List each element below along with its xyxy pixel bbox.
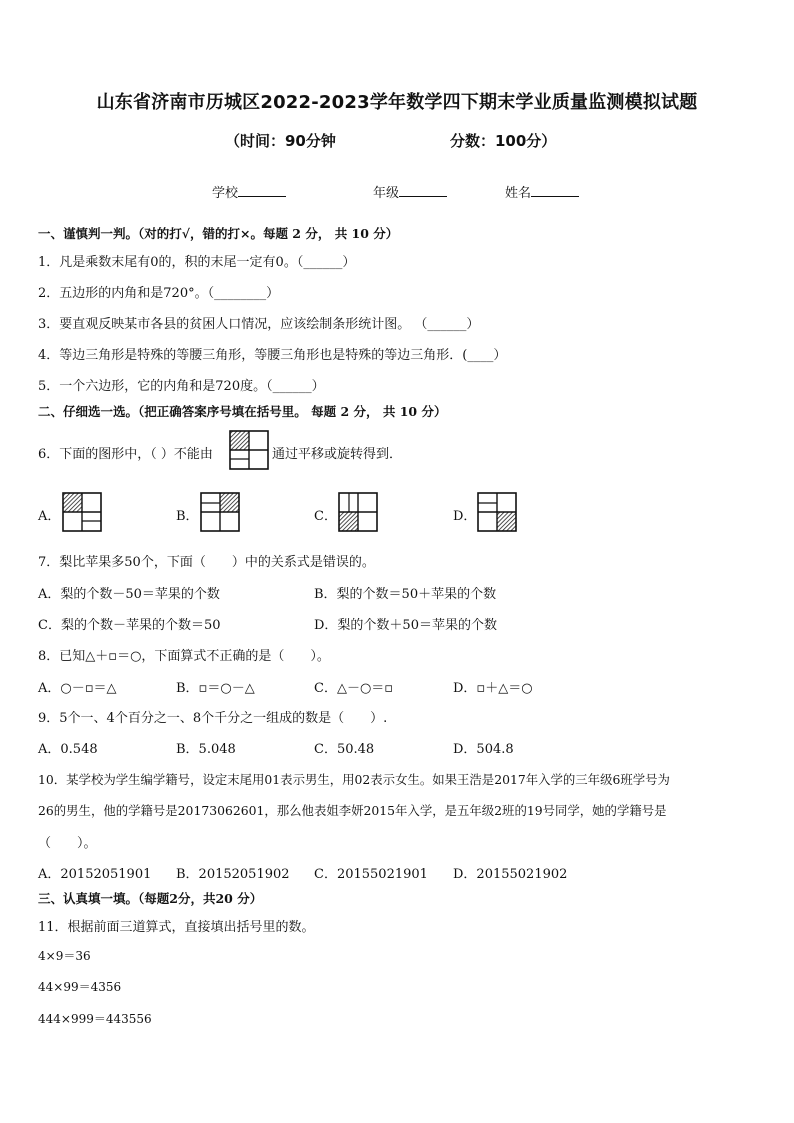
grade-blank[interactable] — [399, 183, 447, 197]
q7-option-b[interactable]: B．梨的个数＝50＋苹果的个数 — [314, 587, 497, 602]
q9-option-d[interactable]: D．504.8 — [453, 742, 514, 757]
q9-option-b[interactable]: B．5.048 — [176, 742, 236, 757]
grade-field[interactable] — [373, 182, 447, 201]
name-label: 姓名 — [505, 186, 532, 201]
equation-1: 4×9＝36 — [38, 949, 91, 963]
question-8: 8．已知△＋▫＝○，下面算式不正确的是（ ）。 — [38, 649, 330, 664]
q6-option-a-figure[interactable] — [62, 492, 102, 532]
section1-heading: 一、谨慎判一判。（对的打√，错的打×。每题 2 分， 共 10 分） — [38, 226, 399, 241]
equation-2: 44×99＝4356 — [38, 980, 122, 994]
grade-label: 年级 — [373, 186, 400, 201]
question-9: 9．5个一、4个百分之一、8个千分之一组成的数是（ ）. — [38, 711, 388, 726]
q8-option-b[interactable]: B．▫＝○－△ — [176, 681, 255, 696]
q8-option-d[interactable]: D．▫＋△＝○ — [453, 681, 533, 696]
section2-heading: 二、仔细选一选。（把正确答案序号填在括号里。 每题 2 分， 共 10 分） — [38, 404, 447, 419]
q9-option-a[interactable]: A．0.548 — [38, 742, 98, 757]
q10-option-c[interactable]: C．20155021901 — [314, 867, 428, 882]
q10-option-b[interactable]: B．20152051902 — [176, 867, 290, 882]
question-5: 5．一个六边形，它的内角和是720度。（______） — [38, 379, 325, 394]
total-score: 分数：100分） — [450, 132, 557, 150]
q6-option-c-label[interactable]: C． — [314, 509, 337, 524]
q6-option-d-label[interactable]: D． — [453, 509, 477, 524]
question-2: 2．五边形的内角和是720°。（________） — [38, 286, 280, 301]
question-10-line-2: 26的男生，他的学籍号是20173062601，那么他表姐李妍2015年入学，是五年级2班的19号同学，她的学籍号是 — [38, 803, 667, 818]
q6-reference-figure — [229, 430, 269, 470]
name-field[interactable] — [505, 182, 579, 201]
school-blank[interactable] — [238, 183, 286, 197]
exam-subtitle — [225, 130, 556, 151]
q6-prefix: 6．下面的图形中，（ ）不能由 — [38, 447, 213, 462]
q7-option-a[interactable]: A．梨的个数－50＝苹果的个数 — [38, 587, 220, 602]
school-field[interactable] — [212, 182, 286, 201]
q6-suffix: 通过平移或旋转得到． — [272, 447, 403, 462]
q6-option-d-figure[interactable] — [477, 492, 517, 532]
q6-option-a-label[interactable]: A． — [38, 509, 61, 524]
question-1: 1．凡是乘数末尾有0的，积的末尾一定有0。（______） — [38, 255, 356, 270]
question-10-line-3: （ ）。 — [38, 836, 97, 851]
q6-option-c-figure[interactable] — [338, 492, 378, 532]
q8-option-c[interactable]: C．△－○＝▫ — [314, 681, 394, 696]
equation-3: 444×999＝443556 — [38, 1012, 152, 1026]
section3-heading: 三、认真填一填。（每题2分，共20 分） — [38, 891, 263, 906]
q8-option-a[interactable]: A．○－▫＝△ — [38, 681, 117, 696]
name-blank[interactable] — [531, 183, 579, 197]
exam-title: 山东省济南市历城区2022-2023学年数学四下期末学业质量监测模拟试题 — [96, 92, 698, 113]
q7-option-c[interactable]: C．梨的个数－苹果的个数＝50 — [38, 618, 221, 633]
school-label: 学校 — [212, 186, 239, 201]
q10-option-d[interactable]: D．20155021902 — [453, 867, 568, 882]
q10-option-a[interactable]: A．20152051901 — [38, 867, 152, 882]
q9-option-c[interactable]: C．50.48 — [314, 742, 375, 757]
question-10-line-1: 10．某学校为学生编学籍号，设定末尾用01表示男生，用02表示女生。如果王浩是2017年入学的三年级6班学号为 — [38, 772, 670, 787]
q6-option-b-label[interactable]: B． — [176, 509, 199, 524]
question-6 — [38, 443, 213, 462]
question-11: 11．根据前面三道算式，直接填出括号里的数。 — [38, 920, 315, 935]
question-3: 3．要直观反映某市各县的贫困人口情况，应该绘制条形统计图。 （______） — [38, 317, 480, 332]
question-4: 4．等边三角形是特殊的等腰三角形，等腰三角形也是特殊的等边三角形．(____） — [38, 348, 507, 363]
q6-option-b-figure[interactable] — [200, 492, 240, 532]
q7-option-d[interactable]: D．梨的个数＋50＝苹果的个数 — [314, 618, 497, 633]
time-limit: （时间：90分钟 — [225, 132, 336, 150]
question-7: 7．梨比苹果多50个，下面（ ）中的关系式是错误的。 — [38, 555, 375, 570]
